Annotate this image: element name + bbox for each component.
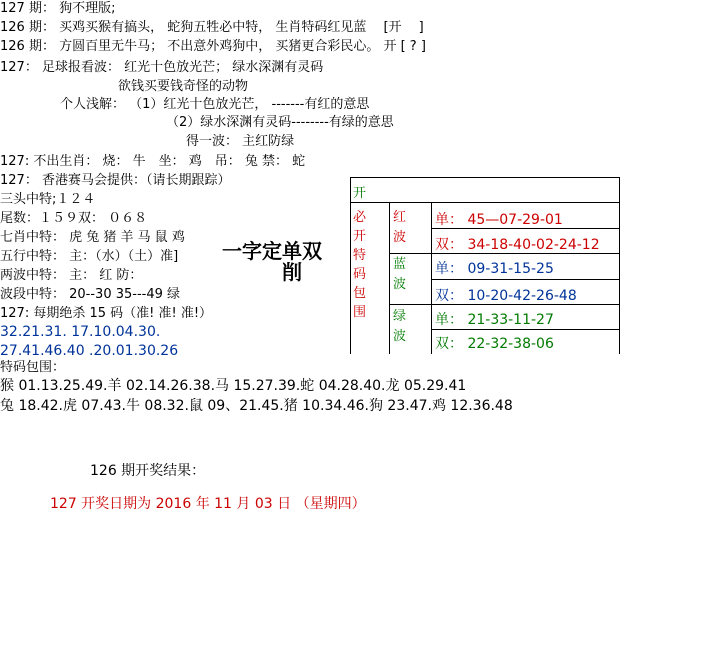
- blue-wave-label: 蓝波: [393, 257, 407, 292]
- green-single-row: 单： 21-33-11-27: [435, 312, 554, 328]
- text-line-11: 三头中特;１２４: [0, 192, 96, 207]
- divider: [389, 202, 390, 354]
- text-line-5: 欲钱买要钱奇怪的动物: [118, 79, 249, 94]
- divider: [431, 202, 432, 354]
- text-line-7: （2）绿水深渊有灵码--------有绿的意思: [166, 115, 394, 130]
- headline-text: 一字定单双: [222, 239, 322, 263]
- draw-date-line: 127 开奖日期为 2016 年 11 月 03 日 （星期四）: [50, 496, 366, 512]
- divider: [431, 329, 619, 330]
- text-line-17: 127: 每期绝杀 15 码（准! 准! 准!）: [0, 306, 213, 321]
- special-code-table: [350, 177, 620, 354]
- text-line-6: 个人浅解： （1）红光十色放光芒， -------有红的意思: [60, 97, 370, 112]
- text-line-12: 尾数：１５９双： ０６８: [0, 211, 148, 226]
- text-line-18: 32.21.31. 17.10.04.30.: [0, 324, 161, 340]
- blue-double-row: 双： 10-20-42-26-48: [435, 288, 577, 304]
- green-wave-label: 绿波: [393, 309, 407, 344]
- table-header: 开: [353, 186, 367, 201]
- divider: [351, 202, 619, 203]
- red-wave-label: 红波: [393, 210, 407, 245]
- green-double-row: 双： 22-32-38-06: [435, 336, 554, 352]
- text-line-8: 得一波： 主红防绿: [186, 134, 295, 149]
- red-double-row: 双： 34-18-40-02-24-12: [435, 237, 600, 253]
- text-line-21: 猴 01.13.25.49.羊 02.14.26.38.马 15.27.39.蛇 04.28.40.龙 05.29.41: [0, 378, 467, 394]
- text-line-22: 兔 18.42.虎 07.43.牛 08.32.鼠 09、21.45.猪 10.34.46.狗 23.47.鸡 12.36.48: [0, 398, 513, 414]
- text-line-13: 七肖中特： 虎 兔 猪 羊 马 鼠 鸡: [0, 230, 185, 245]
- text-line-14: 五行中特： 主：（水）（土）准]: [0, 249, 179, 264]
- text-line-15: 两波中特： 主： 红 防：: [0, 268, 143, 283]
- text-line-4: 127： 足球报看波： 红光十色放光芒； 绿水深渊有灵码: [0, 60, 324, 75]
- text-line-19: 27.41.46.40 .20.01.30.26: [0, 343, 179, 359]
- text-line-10: 127： 香港赛马会提供：（请长期跟踪）: [0, 173, 231, 188]
- text-line-3: 126 期： 方圆百里无牛马； 不出意外鸡狗中， 买猪更合彩民心。 开 [ ? ]: [0, 39, 426, 54]
- side-label: 必开特码包围: [353, 210, 367, 320]
- text-line-20: 特码包围：: [0, 360, 66, 375]
- text-line-2: 126 期： 买鸡买猴有搞头， 蛇狗五牲必中特， 生肖特码红见蓝 [开 ]: [0, 20, 424, 35]
- result-line: 126 期开奖结果：: [90, 463, 206, 479]
- text-line-9: 127: 不出生肖： 烧： 牛 坐： 鸡 吊： 兔 禁： 蛇: [0, 154, 306, 169]
- divider: [431, 279, 619, 280]
- text-line-1: 127 期： 狗不理版;: [0, 1, 116, 16]
- red-single-row: 单： 45—07-29-01: [435, 212, 563, 228]
- text-line-16: 波段中特： 20--30 35---49 绿: [0, 287, 181, 302]
- headline-text-2: 削: [282, 260, 302, 284]
- blue-single-row: 单： 09-31-15-25: [435, 261, 554, 277]
